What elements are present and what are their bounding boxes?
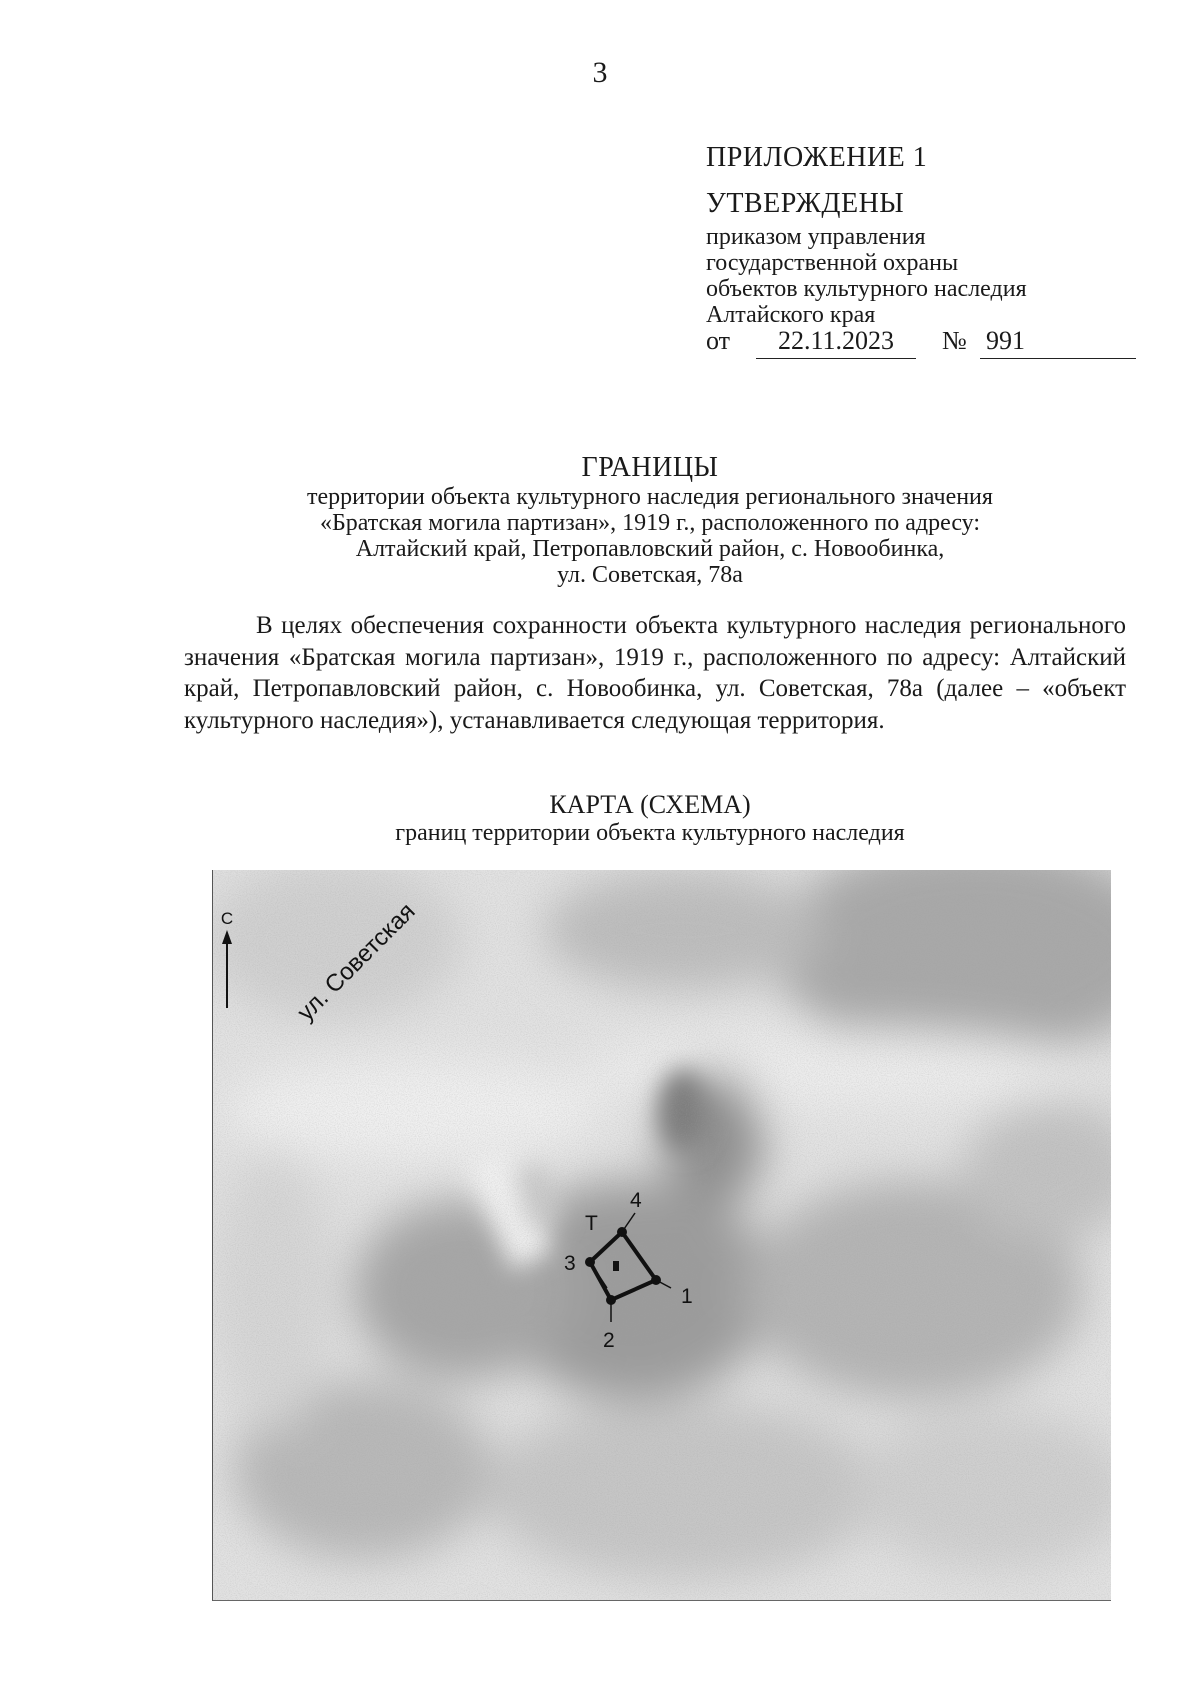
order-line-2: государственной охраны xyxy=(706,250,959,276)
street-label: ул. Советская xyxy=(292,897,421,1027)
boundary-point-3 xyxy=(585,1257,595,1267)
boundary-map xyxy=(212,870,1111,1601)
order-line-1: приказом управления xyxy=(706,224,926,250)
point-label-2: 2 xyxy=(603,1329,615,1352)
subtitle-line-2: «Братская могила партизан», 1919 г., расположенного по адресу: xyxy=(319,510,981,536)
order-date-row xyxy=(706,326,1136,360)
boundary-point-2 xyxy=(606,1295,616,1305)
point-label-4: 4 xyxy=(630,1189,642,1212)
order-number: 991 xyxy=(980,326,1136,359)
boundary-point-1 xyxy=(651,1275,661,1285)
order-line-4: Алтайского края xyxy=(706,302,876,328)
order-date: 22.11.2023 xyxy=(756,326,916,359)
subtitle-line-4: ул. Советская, 78а xyxy=(557,562,743,588)
monument-marker-icon xyxy=(613,1261,619,1271)
body-paragraph-block xyxy=(184,610,1126,736)
appendix-label: ПРИЛОЖЕНИЕ 1 xyxy=(706,142,928,173)
number-prefix: № xyxy=(942,326,967,355)
point-label-1: 1 xyxy=(681,1285,693,1308)
page-number: 3 xyxy=(592,56,608,89)
map-title: КАРТА (СХЕМА) xyxy=(549,790,751,819)
map-canvas xyxy=(213,870,1111,1600)
boundary-point-4 xyxy=(617,1227,627,1237)
point-label-3: 3 xyxy=(564,1252,576,1275)
subtitle-line-3: Алтайский край, Петропавловский район, с. Новообинка, xyxy=(355,536,945,562)
body-paragraph: В целях обеспечения сохранности объекта культурного наследия регионального значения «Братская могила партизан», 1919 г., расположенного по адресу: Алтайский край, Петропавловский район, с. Новообинка, ул. Советская, 78а (далее – «объект культурного наследия»), устанавливается следующая территория. xyxy=(184,612,1126,734)
north-label: С xyxy=(220,909,234,928)
territory-label: Т xyxy=(585,1212,598,1235)
order-line-3: объектов культурного наследия xyxy=(706,276,1027,302)
document-title: ГРАНИЦЫ xyxy=(581,452,719,483)
subtitle-line-1: территории объекта культурного наследия регионального значения xyxy=(307,484,993,510)
approved-label: УТВЕРЖДЕНЫ xyxy=(706,188,905,219)
map-subtitle: границ территории объекта культурного наследия xyxy=(395,820,905,846)
date-prefix: от xyxy=(706,326,731,355)
